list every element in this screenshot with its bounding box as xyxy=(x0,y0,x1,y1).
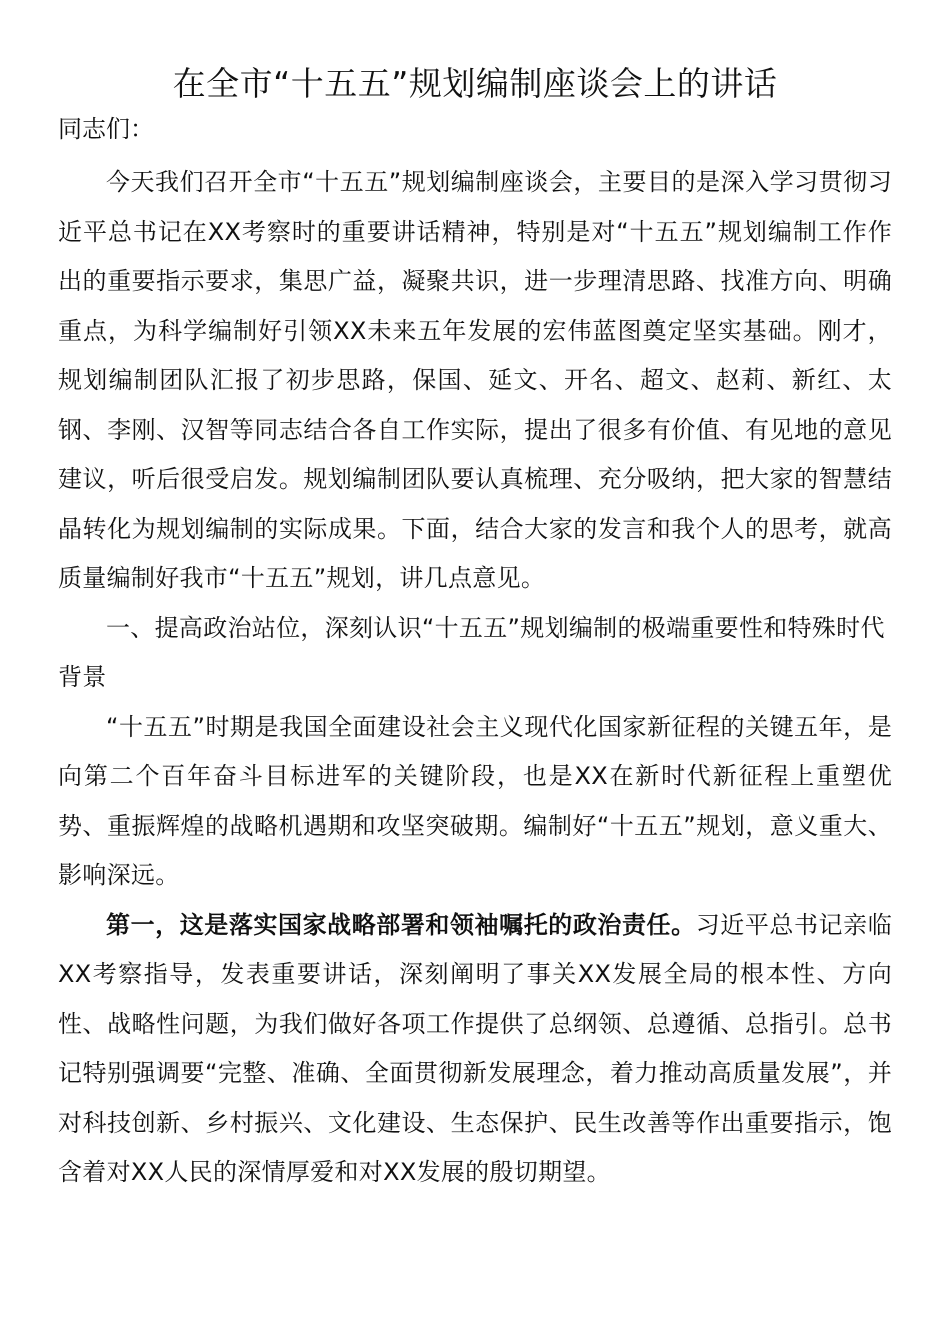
document-title: 在全市“十五五”规划编制座谈会上的讲话 xyxy=(172,64,778,103)
salutation: 同志们： xyxy=(58,115,154,143)
paragraph-background: “十五五”时期是我国全面建设社会主义现代化国家新征程的关键五年，是向第二个百年奋斗目标进军的关键阶段，也是XX在新时代新征程上重塑优势、重振辉煌的战略机遇期和攻坚突破期。编制好“十五五”规划，意义重大、影响深远。 xyxy=(58,712,892,889)
paragraph-lead-bold: 第一，这是落实国家战略部署和领袖嘱托的政治责任。 xyxy=(106,910,696,939)
paragraph-intro: 今天我们召开全市“十五五”规划编制座谈会，主要目的是深入学习贯彻习近平总书记在XX考察时的重要讲话精神，特别是对“十五五”规划编制工作作出的重要指示要求，集思广益，凝聚共识，进一步理清思路、找准方向、明确重点，为科学编制好引领XX未来五年发展的宏伟蓝图奠定坚实基础。刚才，规划编制团队汇报了初步思路，保国、延文、开名、超文、赵莉、新红、太钢、李刚、汉智等同志结合各自工作实际，提出了很多有价值、有见地的意见建议，听后很受启发。规划编制团队要认真梳理、充分吸纳，把大家的智慧结晶转化为规划编制的实际成果。下面，结合大家的发言和我个人的思考，就高质量编制好我市“十五五”规划，讲几点意见。 xyxy=(58,168,892,592)
paragraph-body: 习近平总书记亲临XX考察指导，发表重要讲话，深刻阐明了事关XX发展全局的根本性、方向性、战略性问题，为我们做好各项工作提供了总纲领、总遵循、总指引。总书记特别强调要“完整、准确、全面贯彻新发展理念，着力推动高质量发展”，并对科技创新、乡村振兴、文化建设、生态保护、民生改善等作出重要指示，饱含着对XX人民的深情厚爱和对XX发展的殷切期望。 xyxy=(58,910,892,1186)
paragraph-first-point xyxy=(58,901,892,1198)
section-heading-1: 一、提高政治站位，深刻认识“十五五”规划编制的极端重要性和特殊时代背景 xyxy=(58,613,885,691)
